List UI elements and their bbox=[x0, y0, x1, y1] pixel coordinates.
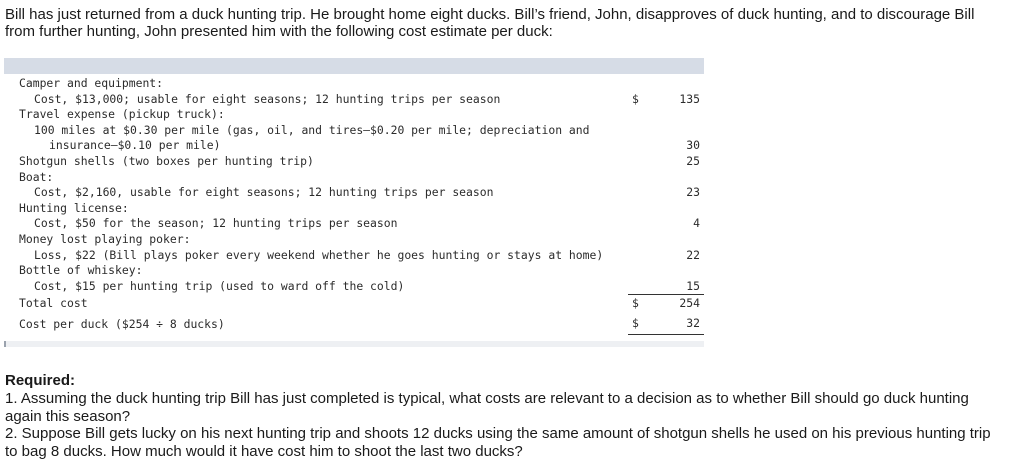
required-section bbox=[5, 372, 1005, 461]
cost-estimate-table bbox=[4, 58, 704, 347]
total-cost-dollar: $ bbox=[628, 295, 654, 313]
row-amount bbox=[654, 74, 704, 92]
row-dollar-sign bbox=[628, 123, 654, 139]
table-row bbox=[4, 263, 704, 279]
cost-per-duck-dollar: $ bbox=[628, 312, 654, 335]
row-description: Cost, $15 per hunting trip (used to ward off the cold) bbox=[34, 279, 405, 294]
table-row bbox=[4, 123, 704, 139]
table-row bbox=[4, 248, 704, 264]
table-row bbox=[4, 279, 704, 295]
problem-intro: Bill has just returned from a duck hunting trip. He brought home eight ducks. Bill’s friend, John, disapproves of duck hunting, and to discourage Bill from further hunting, John presented him with the following cost estimate per duck: bbox=[5, 6, 975, 40]
table-row bbox=[4, 232, 704, 248]
row-dollar-sign bbox=[628, 170, 654, 186]
table-footer-band bbox=[4, 341, 704, 347]
row-description: Travel expense (pickup truck): bbox=[19, 107, 225, 122]
row-amount: 4 bbox=[693, 216, 700, 231]
row-description: Money lost playing poker: bbox=[19, 231, 191, 246]
table-row bbox=[4, 138, 704, 154]
table-row bbox=[4, 92, 704, 108]
row-dollar-sign bbox=[628, 263, 654, 279]
row-description: Cost, $50 for the season; 12 hunting trips per season bbox=[34, 216, 398, 231]
cost-per-duck-row bbox=[4, 312, 704, 335]
table-header-band bbox=[4, 58, 704, 74]
question-1: 1. Assuming the duck hunting trip Bill has just completed is typical, what costs are relevant to a decision as to whether Bill should go duck hunting again this season? bbox=[5, 389, 969, 425]
row-description: Shotgun shells (two boxes per hunting trip) bbox=[19, 153, 314, 168]
row-dollar-sign bbox=[628, 232, 654, 248]
row-amount bbox=[654, 232, 704, 248]
row-description: 100 miles at $0.30 per mile (gas, oil, and tires—$0.20 per mile; depreciation and bbox=[34, 122, 590, 137]
cost-table bbox=[4, 74, 704, 335]
row-amount bbox=[654, 123, 704, 139]
table-row bbox=[4, 170, 704, 186]
row-dollar-sign bbox=[628, 107, 654, 123]
total-cost-amount: 254 bbox=[654, 295, 704, 313]
cost-per-duck-amount: 32 bbox=[654, 312, 704, 335]
question-2: 2. Suppose Bill gets lucky on his next hunting trip and shoots 12 ducks using the same amount of shotgun shells he used on his previous hunting trip to bag 8 ducks. How much would it have cost him to shoot the last two ducks? bbox=[5, 425, 991, 461]
row-amount: 23 bbox=[686, 185, 700, 200]
row-description: Boat: bbox=[19, 169, 54, 184]
row-amount: 30 bbox=[686, 138, 700, 153]
row-amount: 25 bbox=[686, 153, 700, 168]
row-dollar-sign bbox=[628, 201, 654, 217]
row-amount bbox=[654, 263, 704, 279]
table-row bbox=[4, 201, 704, 217]
cost-per-duck-label: Cost per duck ($254 ÷ 8 ducks) bbox=[19, 316, 225, 331]
row-description: Bottle of whiskey: bbox=[19, 263, 143, 278]
row-dollar-sign bbox=[628, 185, 654, 201]
table-row bbox=[4, 107, 704, 123]
row-dollar-sign bbox=[628, 74, 654, 92]
row-description: Camper and equipment: bbox=[19, 76, 164, 90]
row-amount bbox=[654, 201, 704, 217]
row-description: Cost, $13,000; usable for eight seasons; 12 hunting trips per season bbox=[34, 91, 501, 106]
total-cost-row bbox=[4, 295, 704, 313]
row-description: insurance—$0.10 per mile) bbox=[49, 138, 221, 153]
row-amount: 135 bbox=[679, 91, 700, 106]
row-amount bbox=[654, 170, 704, 186]
row-dollar-sign bbox=[628, 154, 654, 170]
row-dollar-sign bbox=[628, 138, 654, 154]
table-row bbox=[4, 185, 704, 201]
row-dollar-sign: $ bbox=[632, 91, 639, 106]
table-row bbox=[4, 154, 704, 170]
total-cost-label: Total cost bbox=[19, 296, 88, 311]
row-dollar-sign bbox=[628, 248, 654, 264]
table-row bbox=[4, 216, 704, 232]
row-dollar-sign bbox=[628, 216, 654, 232]
row-amount bbox=[654, 107, 704, 123]
table-row bbox=[4, 74, 704, 92]
row-description: Hunting license: bbox=[19, 200, 129, 215]
row-description: Cost, $2,160, usable for eight seasons; 12 hunting trips per season bbox=[34, 185, 494, 200]
row-amount: 22 bbox=[686, 247, 700, 262]
row-dollar-sign bbox=[628, 279, 654, 295]
row-description: Loss, $22 (Bill plays poker every weekend whether he goes hunting or stays at home) bbox=[34, 247, 604, 262]
required-heading: Required: bbox=[5, 372, 76, 389]
row-amount: 15 bbox=[686, 278, 700, 293]
